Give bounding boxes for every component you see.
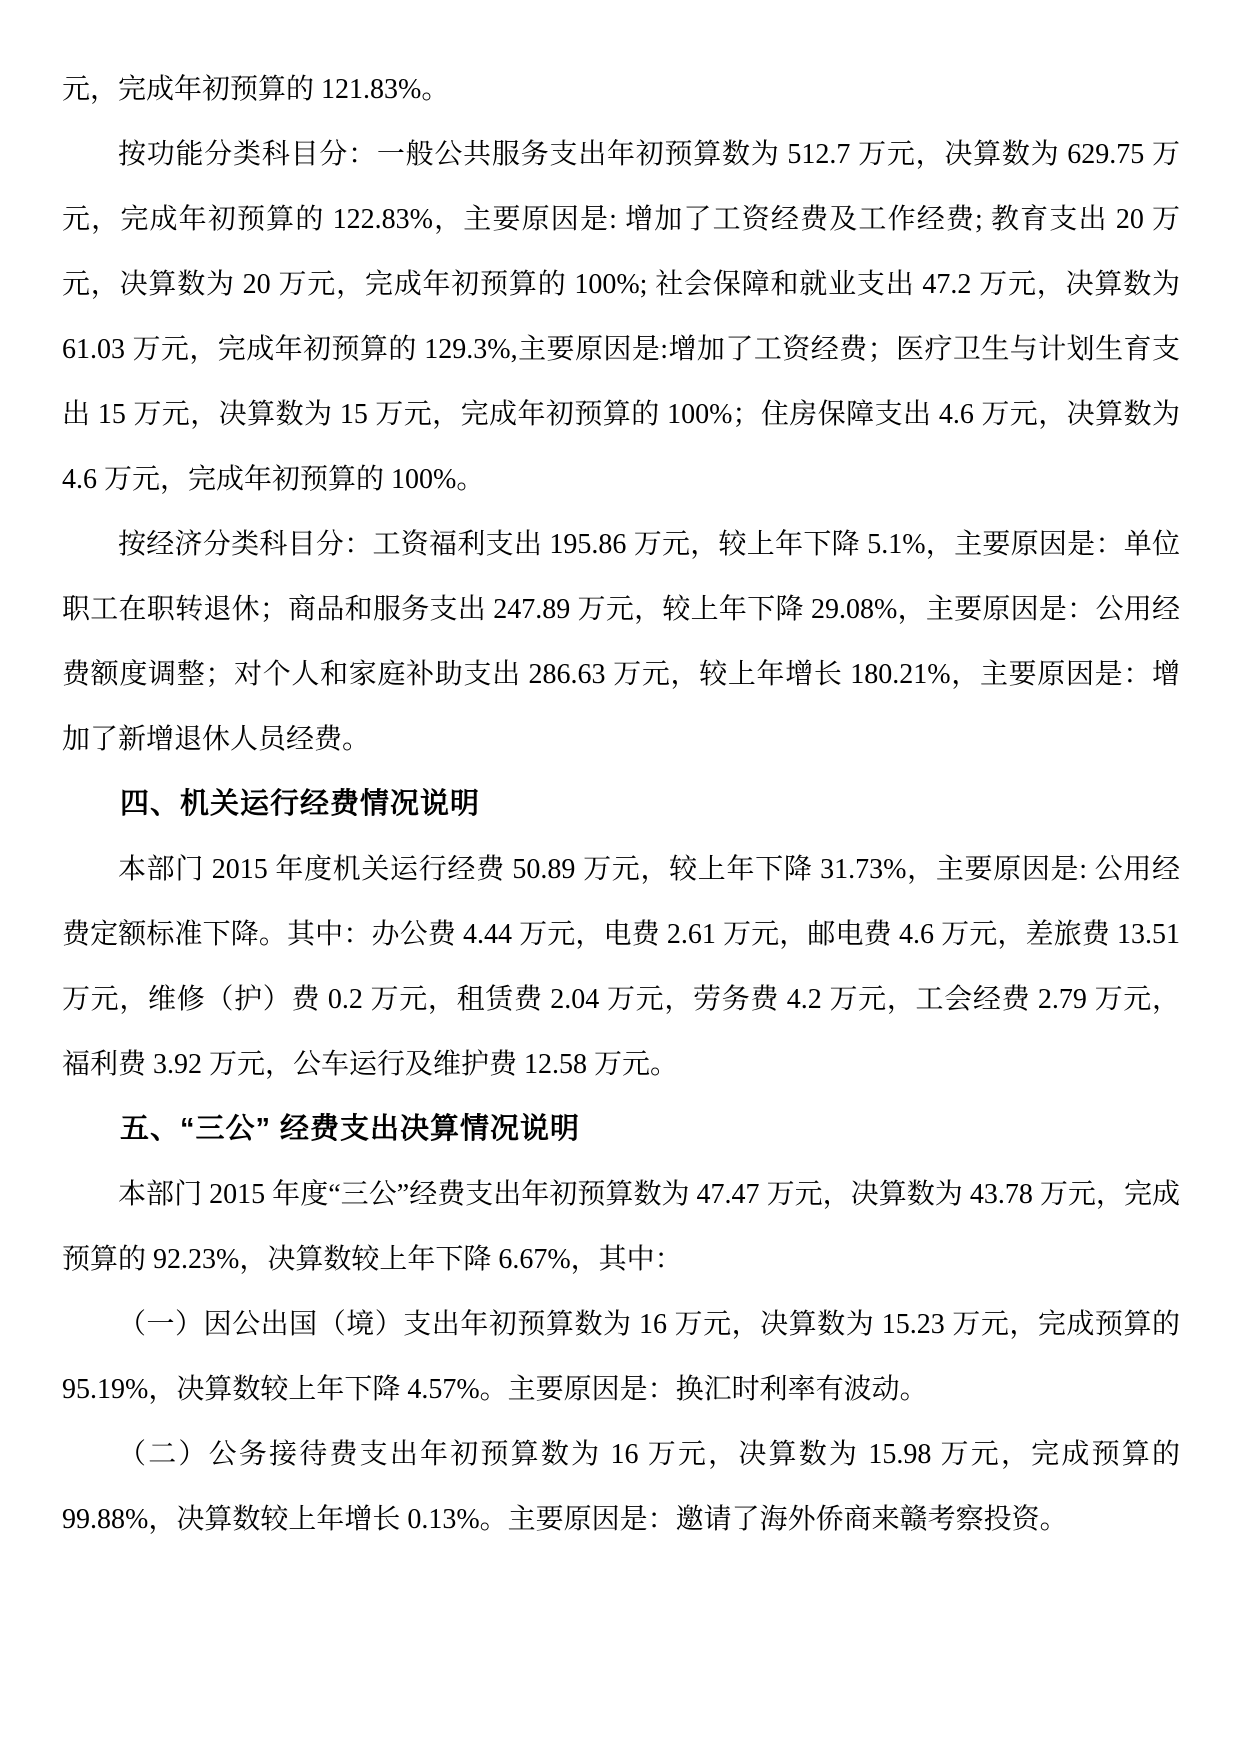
- paragraph-economic-classification: 按经济分类科目分：工资福利支出 195.86 万元，较上年下降 5.1%，主要原因是：单位职工在职转退休；商品和服务支出 247.89 万元，较上年下降 29.08%，主要原因是：公用经费额度调整；对个人和家庭补助支出 286.63 万元，较上年增长 180.21%，主要原因是：增加了新增退休人员经费。: [62, 529, 1180, 755]
- paragraph-item-1-overseas-trips: （一）因公出国（境）支出年初预算数为 16 万元，决算数为 15.23 万元，完成预算的 95.19%，决算数较上年下降 4.57%。主要原因是：换汇时利率有波动。: [62, 1309, 1180, 1405]
- paragraph-expenditure-budget-completion: 元，完成年初预算的 121.83%。: [62, 74, 450, 105]
- paragraph-functional-classification: 按功能分类科目分：一般公共服务支出年初预算数为 512.7 万元，决算数为 629.75 万元，完成年初预算的 122.83%，主要原因是: 增加了工资经费及工作经费; 教育支出 20 万元，决算数为 20 万元，完成年初预算的 100%; 社会保障和就业支出 47.2 万元，决算数为 61.03 万元，完成年初预算的 129.3%,主要原因是:增加了工资经费；医疗卫生与计划生育支出 15 万元，决算数为 15 万元，完成年初预算的 100%；住房保障支出 4.6 万元，决算数为 4.6 万元，完成年初预算的 100%。: [62, 139, 1180, 495]
- section-heading-5-three-public-expenses: 五、“三公” 经费支出决算情况说明: [120, 1113, 581, 1145]
- paragraph-three-public-summary: 本部门 2015 年度“三公”经费支出年初预算数为 47.47 万元，决算数为 43.78 万元，完成预算的 92.23%，决算数较上年下降 6.67%，其中：: [62, 1179, 1180, 1275]
- paragraph-operating-funds-detail: 本部门 2015 年度机关运行经费 50.89 万元，较上年下降 31.73%，主要原因是: 公用经费定额标准下降。其中：办公费 4.44 万元，电费 2.61 万元，邮电费 4.6 万元，差旅费 13.51 万元，维修（护）费 0.2 万元，租赁费 2.04 万元，劳务费 4.2 万元，工会经费 2.79 万元，福利费 3.92 万元，公车运行及维护费 12.58 万元。: [62, 854, 1180, 1080]
- paragraph-item-2-official-reception: （二）公务接待费支出年初预算数为 16 万元，决算数为 15.98 万元，完成预算的 99.88%，决算数较上年增长 0.13%。主要原因是：邀请了海外侨商来赣考察投资。: [62, 1439, 1180, 1535]
- document-body: [62, 57, 1180, 1552]
- section-heading-4-operating-funds: 四、机关运行经费情况说明: [120, 788, 481, 820]
